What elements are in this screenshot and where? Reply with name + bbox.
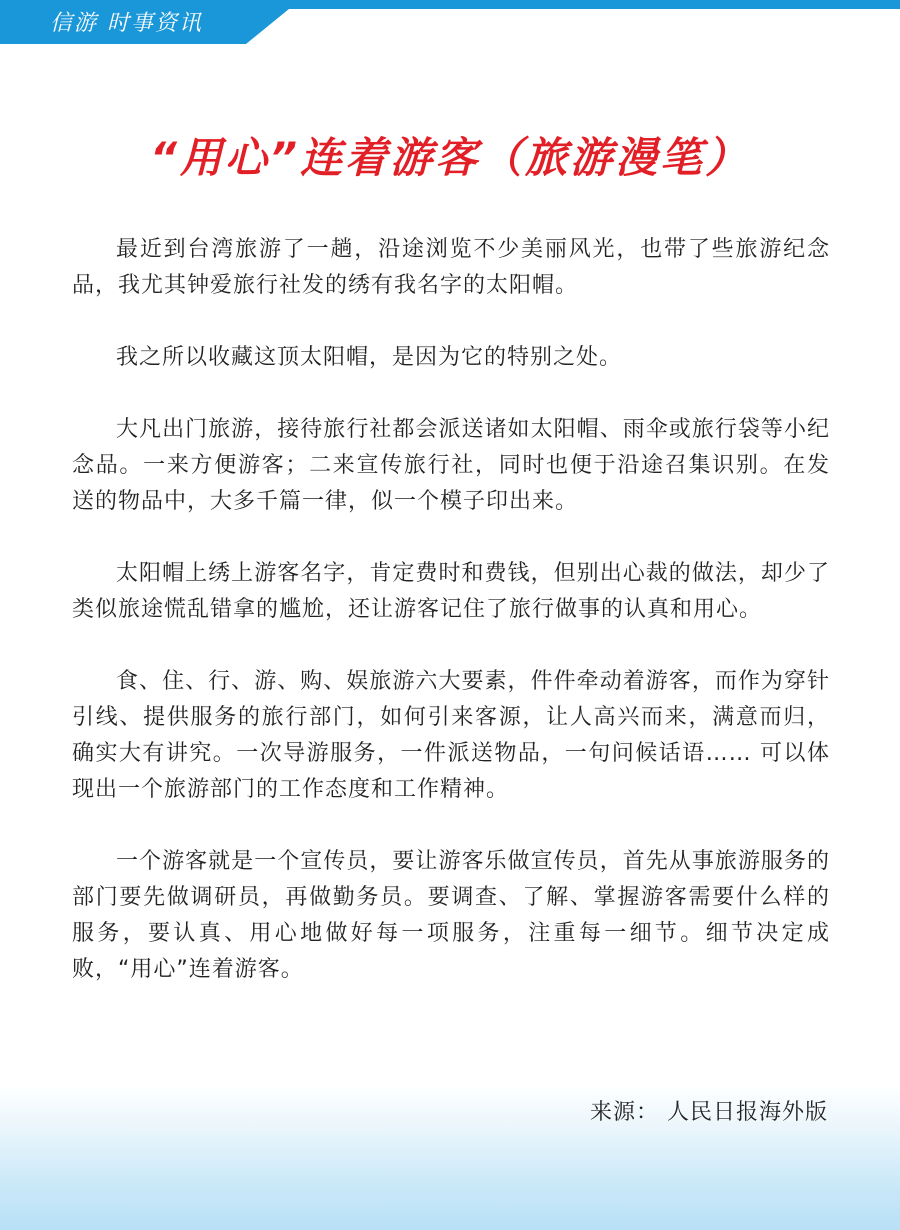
article-paragraph: 大凡出门旅游，接待旅行社都会派送诸如太阳帽、雨伞或旅行袋等小纪念品。一来方便游客；二来宣传旅行社，同时也便于沿途召集识别。在发送的物品中，大多千篇一律，似一个模子印出来。 bbox=[72, 417, 830, 514]
article-body bbox=[72, 232, 830, 1024]
article-paragraph: 最近到台湾旅游了一趟，沿途浏览不少美丽风光，也带了些旅游纪念品，我尤其钟爱旅行社发的绣有我名字的太阳帽。 bbox=[72, 237, 830, 298]
article-paragraph: 一个游客就是一个宣传员，要让游客乐做宣传员，首先从事旅游服务的部门要先做调研员，再做勤务员。要调查、了解、掌握游客需要什么样的服务，要认真、用心地做好每一项服务，注重每一细节。细节决定成败，“用心”连着游客。 bbox=[72, 849, 830, 982]
article-paragraph: 我之所以收藏这顶太阳帽，是因为它的特别之处。 bbox=[116, 345, 623, 370]
article-paragraph: 食、住、行、游、购、娱旅游六大要素，件件牵动着游客，而作为穿针引线、提供服务的旅行部门，如何引来客源，让人高兴而来，满意而归，确实大有讲究。一次导游服务，一件派送物品，一句问候话语…… 可以体现出一个旅游部门的工作态度和工作精神。 bbox=[72, 669, 830, 802]
section-label: 信游 时事资讯 bbox=[50, 11, 203, 36]
article-source: 来源： 人民日报海外版 bbox=[590, 1100, 828, 1125]
article-paragraph: 太阳帽上绣上游客名字，肯定费时和费钱，但别出心裁的做法，却少了类似旅途慌乱错拿的尴尬，还让游客记住了旅行做事的认真和用心。 bbox=[72, 561, 830, 622]
article-title: “用心”连着游客（旅游漫笔） bbox=[149, 133, 751, 183]
header-band bbox=[0, 0, 900, 44]
